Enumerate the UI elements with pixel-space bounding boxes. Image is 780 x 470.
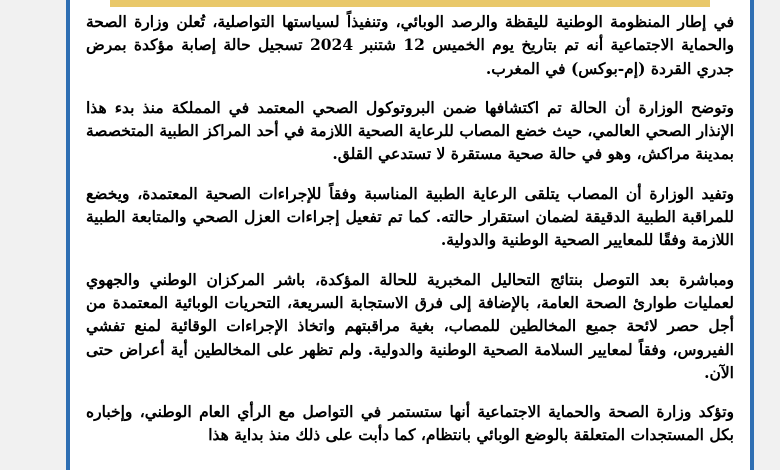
paragraph-communication: وتؤكد وزارة الصحة والحماية الاجتماعية أنها ستستمر في التواصل مع الرأي العام الوطني، وإخباره بكل المستجدات المتعلقة بالوضع الوبائي بانتظام، كما دأبت على ذلك منذ بداية هذا xyxy=(86,402,734,445)
press-release-body xyxy=(86,10,734,463)
paragraph-care: وتفيد الوزارة أن المصاب يتلقى الرعاية الطبية المناسبة وفقاً للإجراءات الصحية المعتمدة، ويخضع للمراقبة الطبية الدقيقة لضمان استقرار حالته. كما تم تفعيل إجراءات العزل الصحي والمتابعة الطبية اللازمة وفقًا للمعايير الصحية الوطنية والدولية. xyxy=(86,183,734,250)
paragraph-announcement: في إطار المنظومة الوطنية لليقظة والرصد الوبائي، وتنفيذاً لسياستها التواصلية، تُعلن وزارة الصحة والحماية الاجتماعية أنه تم بتاريخ يوم الخميس 12 شتنبر 2024 تسجيل حالة إصابة مؤكدة بمرض جدري القردة (إم-بوكس) في المغرب. xyxy=(86,12,734,78)
document-page xyxy=(66,0,754,470)
header-decoration xyxy=(110,0,710,7)
paragraph-detection: وتوضح الوزارة أن الحالة تم اكتشافها ضمن البروتوكول الصحي المعتمد في المملكة منذ بدء هذا الإنذار الصحي العالمي، حيث خضع المصاب للرعاية الصحية اللازمة في أحد المراكز الطبية المتخصصة بمدينة مراكش، وهو في حالة صحية مستقرة لا تستدعي القلق. xyxy=(86,97,734,164)
paragraph-contacts: ومباشرة بعد التوصل بنتائج التحاليل المخبرية للحالة المؤكدة، باشر المركزان الوطني والجهوي لعمليات طوارئ الصحة العامة، بالإضافة إلى فرق الاستجابة السريعة، التحريات الوبائية المعتمدة من أجل حصر لائحة جميع المخالطين للمصاب، بغية مراقبتهم واتخاذ الإجراءات الوقائية لمنع تفشي الفيروس، وفقاً لمعايير السلامة الصحية الوطنية والدولية. ولم تظهر على المخالطين أية أعراض حتى الآن. xyxy=(86,269,734,382)
